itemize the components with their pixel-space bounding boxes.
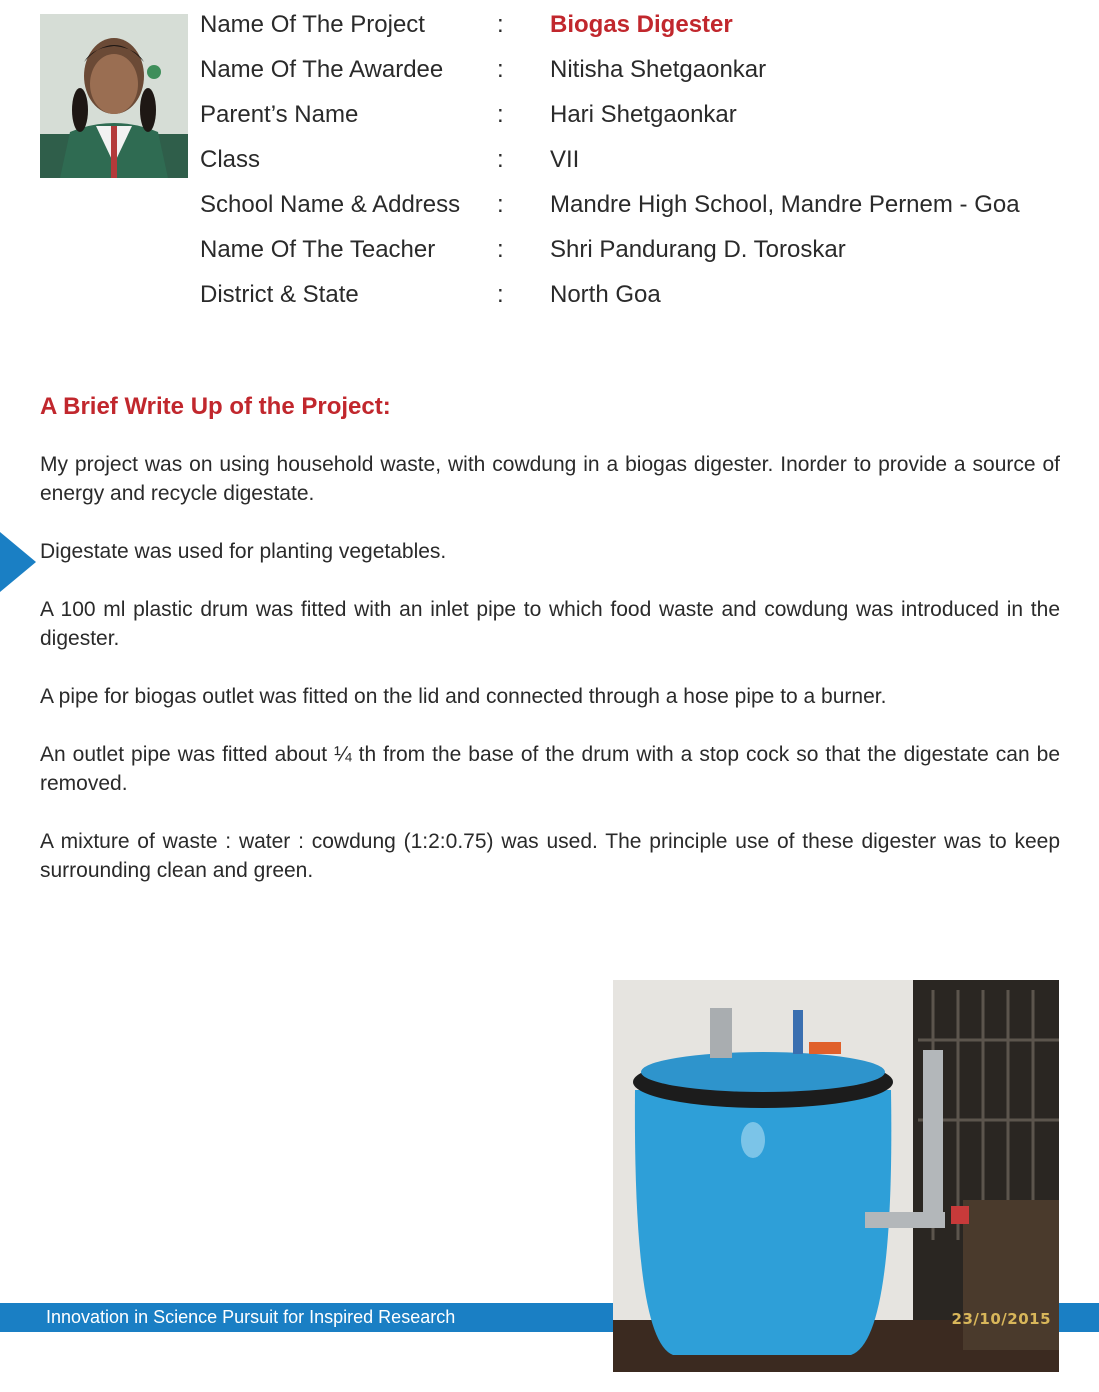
- info-colon: :: [497, 191, 504, 218]
- writeup-paragraph: A pipe for biogas outlet was fitted on the lid and connected through a hose pipe to a burner.: [40, 685, 887, 708]
- info-label: Class: [200, 146, 261, 173]
- writeup-heading: A Brief Write Up of the Project:: [40, 393, 391, 420]
- info-label: Parent’s Name: [200, 101, 359, 128]
- info-label: Name Of The Awardee: [200, 56, 444, 83]
- footer-tagline: Innovation in Science Pursuit for Inspired Research: [46, 1307, 456, 1327]
- info-value: Nitisha Shetgaonkar: [550, 56, 767, 83]
- info-row-class: [200, 145, 1060, 190]
- info-row-project: [200, 10, 1060, 55]
- info-value: VII: [550, 146, 580, 173]
- info-value: North Goa: [550, 281, 661, 308]
- photo-date-stamp: 23/10/2015: [951, 1310, 1051, 1328]
- info-row-school: [200, 190, 1060, 235]
- side-triangle-marker: [0, 532, 36, 592]
- info-row-teacher: [200, 235, 1060, 280]
- writeup-paragraph: A mixture of waste : water : cowdung (1:2:0.75) was used. The principle use of these digester was to keep surrounding clean and green.: [40, 830, 1060, 882]
- info-colon: :: [497, 11, 504, 38]
- info-colon: :: [497, 281, 504, 308]
- info-colon: :: [497, 101, 504, 128]
- writeup-paragraph: My project was on using household waste, with cowdung in a biogas digester. Inorder to provide a source of energy and recycle digestate.: [40, 453, 1060, 505]
- info-value: Mandre High School, Mandre Pernem - Goa: [550, 191, 1020, 218]
- writeup-paragraph: A 100 ml plastic drum was fitted with an inlet pipe to which food waste and cowdung was introduced in the digester.: [40, 598, 1060, 650]
- writeup-paragraph: Digestate was used for planting vegetables.: [40, 540, 447, 563]
- writeup-paragraph: An outlet pipe was fitted about ¼ th from the base of the drum with a stop cock so that the digestate can be removed.: [40, 743, 1060, 795]
- project-name-value: Biogas Digester: [550, 11, 733, 38]
- project-photo: [613, 980, 1059, 1372]
- info-value: Shri Pandurang D. Toroskar: [550, 236, 846, 263]
- info-label: Name Of The Project: [200, 11, 425, 38]
- info-label: District & State: [200, 281, 359, 308]
- info-label: Name Of The Teacher: [200, 236, 436, 263]
- info-label: School Name & Address: [200, 191, 461, 218]
- awardee-photo: [40, 14, 188, 178]
- awardee-info-table: [200, 10, 1060, 325]
- info-colon: :: [497, 56, 504, 83]
- info-row-awardee: [200, 55, 1060, 100]
- info-value: Hari Shetgaonkar: [550, 101, 737, 128]
- info-colon: :: [497, 146, 504, 173]
- info-row-parent: [200, 100, 1060, 145]
- writeup-body: [40, 450, 1060, 914]
- info-colon: :: [497, 236, 504, 263]
- info-row-district: [200, 280, 1060, 325]
